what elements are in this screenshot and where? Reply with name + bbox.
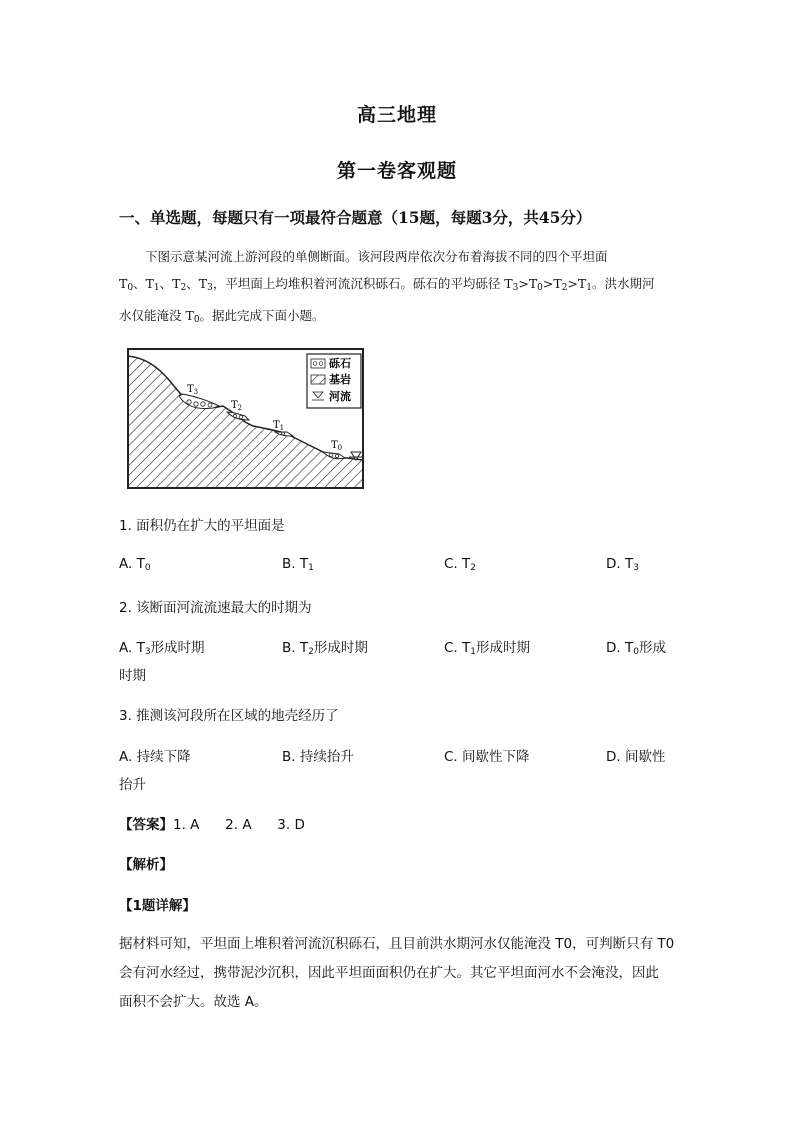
legend-label-bedrock: 基岩 [329,373,351,386]
section-heading: 一、单选题，每题只有一项最符合题意（15题，每题3分，共45分） [119,208,592,227]
question-3-option-b: B. 持续抬升 [282,749,354,765]
label-t2: $T_2$ [231,400,243,412]
page-subtitle: 第一卷客观题 [336,160,457,182]
question-2-option-d-wrap: 时期 [119,668,146,684]
question-1-option-a: A. $T_0$ [119,556,151,573]
question-2-option-c: C. $T_1$形成时期 [444,640,530,657]
analysis-label: 【解析】 [119,857,173,873]
legend-label-gravel: 砾石 [329,357,351,370]
question-1-option-c: C. $T_2$ [444,556,476,573]
question-2-option-d: D. $T_0$形成 [606,640,666,657]
legend-label-river: 河流 [329,390,351,403]
legend-bedrock-icon [311,375,325,384]
intro-line-3: 水仅能淹没 $T_0$。据此完成下面小题。 [119,308,325,325]
label-t3: $T_3$ [187,384,199,396]
analysis-detail-label: 【1题详解】 [119,898,196,914]
analysis-paragraph [119,930,684,1017]
question-2-stem: 2. 该断面河流流速最大的时期为 [119,600,312,616]
answer-label: 【答案】 [119,817,173,833]
analysis-line-1: 据材料可知，平坦面上堆积着河流沉积砾石，且目前洪水期河水仅能淹没 T0，可判断只有 T0 [119,936,675,952]
page-title: 高三地理 [356,104,437,126]
question-2-option-b: B. $T_2$形成时期 [282,640,368,657]
answer-text: 1. A 2. A 3. D [173,817,305,833]
answer-line [119,813,305,833]
intro-text [119,243,679,334]
analysis-line-3: 面积不会扩大。故选 A。 [119,994,268,1010]
intro-line-1: 下图示意某河流上游河段的单侧断面。该河段两岸依次分布着海拔不同的四个平坦面 [145,249,608,264]
label-t0: $T_0$ [331,440,343,452]
question-3-stem: 3. 推测该河段所在区域的地壳经历了 [119,708,339,724]
question-3-option-d-wrap: 抬升 [119,777,146,793]
question-1-option-b: B. $T_1$ [282,556,314,573]
question-3-option-a: A. 持续下降 [119,749,191,765]
intro-line-2: $T_0$、$T_1$、$T_2$、$T_3$，平坦面上均堆积着河流沉积砾石。砾石的平均砾径 $T_3>T_0>T_2>T_1$。洪水期河 [119,276,655,293]
label-t1: $T_1$ [273,420,285,432]
question-1-stem: 1. 面积仍在扩大的平坦面是 [119,518,285,534]
question-2-option-a: A. $T_3$形成时期 [119,640,205,657]
analysis-line-2: 会有河水经过，携带泥沙沉积，因此平坦面面积仍在扩大。其它平坦面河水不会淹没，因此 [119,965,659,981]
question-1-option-d: D. $T_3$ [606,556,639,573]
question-3-option-d: D. 间歇性 [606,749,666,765]
question-3-option-c: C. 间歇性下降 [444,749,530,765]
river-cross-section-figure [127,348,364,489]
cross-section-diagram [127,348,364,489]
